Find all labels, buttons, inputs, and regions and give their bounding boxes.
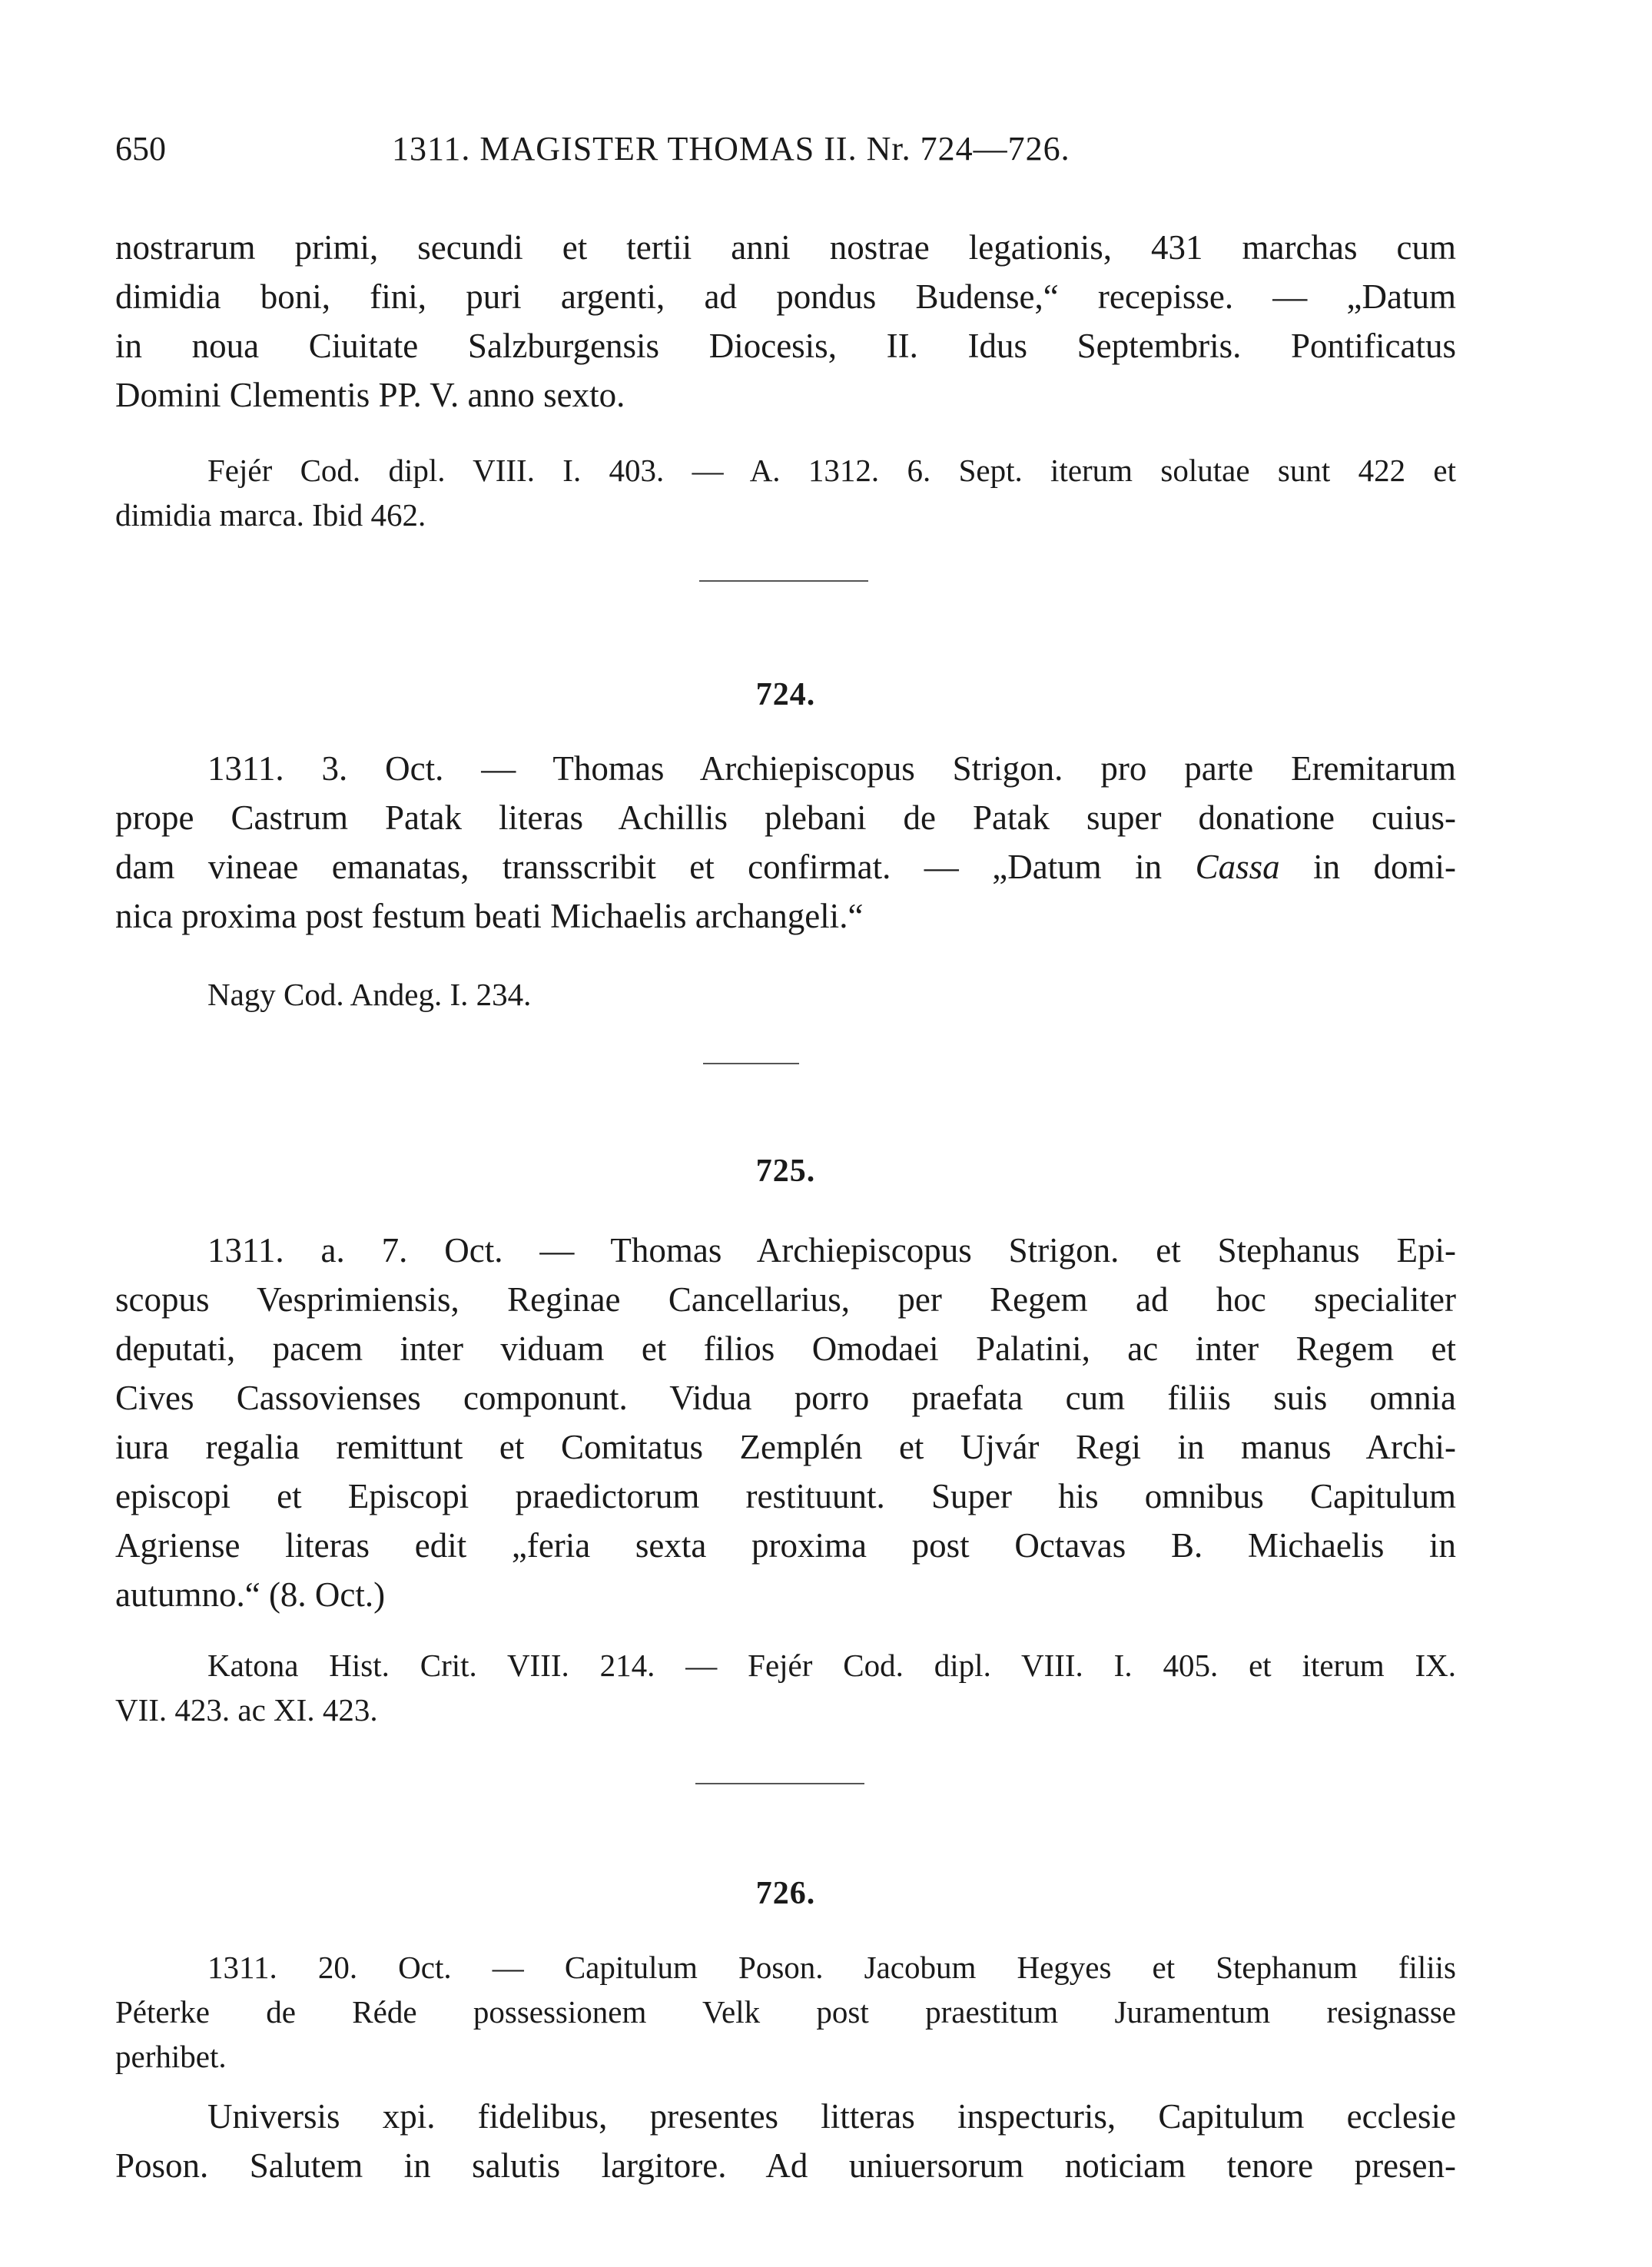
- entry-726-charter-text: [115, 2092, 1456, 2190]
- entry-726-heading: [115, 1875, 1456, 1921]
- text-line-with-place: [115, 842, 1456, 891]
- text-line: autumno.“ (8. Oct.): [115, 1575, 386, 1614]
- entry-number: 726.: [755, 1876, 816, 1911]
- entry-724-source-note: [115, 972, 1456, 1017]
- text-line: nostrarum primi, secundi et tertii anni nostrae legationis, 431 marchas cum: [115, 228, 1456, 267]
- page-header: [115, 129, 1537, 175]
- continuation-source-note: [115, 448, 1456, 537]
- place-name: Cassa: [1195, 848, 1280, 886]
- note-line: Nagy Cod. Andeg. I. 234.: [207, 977, 532, 1012]
- text-line: dimidia boni, fini, puri argenti, ad pondus Budense,“ recepisse. — „Datum: [115, 277, 1456, 316]
- summary-line: Péterke de Réde possessionem Velk post praestitum Juramentum resignasse: [115, 1994, 1456, 2030]
- text-line: episcopi et Episcopi praedictorum restituunt. Super his omnibus Capitulum: [115, 1477, 1456, 1515]
- note-line: Fejér Cod. dipl. VIII. I. 403. — A. 1312. 6. Sept. iterum solutae sunt 422 et: [207, 453, 1456, 488]
- text-line: nica proxima post festum beati Michaelis archangeli.“: [115, 897, 864, 935]
- text-line: in noua Ciuitate Salzburgensis Diocesis, II. Idus Septembris. Pontificatus: [115, 327, 1456, 365]
- note-line: Katona Hist. Crit. VIII. 214. — Fejér Cod. dipl. VIII. I. 405. et iterum IX.: [207, 1648, 1456, 1683]
- entry-725-source-note: [115, 1643, 1456, 1732]
- text-line: deputati, pacem inter viduam et filios Omodaei Palatini, ac inter Regem et: [115, 1329, 1456, 1368]
- text-line: Domini Clementis PP. V. anno sexto.: [115, 376, 625, 414]
- entry-number: 724.: [755, 677, 816, 712]
- text-line: scopus Vesprimiensis, Reginae Cancellarius, per Regem ad hoc specialiter: [115, 1280, 1456, 1319]
- text-line: Universis xpi. fidelibus, presentes litteras inspecturis, Capitulum ecclesie: [207, 2097, 1456, 2136]
- text-line: Cives Cassovienses componunt. Vidua porro praefata cum filiis suis omnia: [115, 1379, 1456, 1417]
- text-segment: dam vineae emanatas, transscribit et confirmat. — „Datum in: [115, 848, 1196, 886]
- entry-726-summary: [115, 1945, 1456, 2079]
- text-line: 1311. a. 7. Oct. — Thomas Archiepiscopus Strigon. et Stephanus Epi-: [207, 1231, 1456, 1270]
- section-divider: [699, 580, 868, 582]
- entry-724-summary: [115, 744, 1456, 941]
- text-line: Poson. Salutem in salutis largitore. Ad uniuersorum noticiam tenore presen-: [115, 2146, 1456, 2185]
- note-line: dimidia marca. Ibid 462.: [115, 497, 426, 533]
- running-title: 1311. MAGISTER THOMAS II. Nr. 724—726.: [392, 130, 1070, 168]
- page-number: 650: [115, 130, 166, 168]
- text-segment: in domi-: [1279, 848, 1456, 886]
- entry-number: 725.: [755, 1153, 816, 1189]
- section-divider: [695, 1783, 864, 1784]
- text-line: Agriense literas edit „feria sexta proxima post Octavas B. Michaelis in: [115, 1526, 1456, 1565]
- text-line: 1311. 3. Oct. — Thomas Archiepiscopus Strigon. pro parte Eremitarum: [207, 749, 1456, 788]
- continuation-paragraph: [115, 223, 1456, 420]
- text-line: prope Castrum Patak literas Achillis plebani de Patak super donatione cuius-: [115, 798, 1456, 837]
- section-divider: [703, 1063, 799, 1064]
- entry-725-summary: [115, 1226, 1456, 1619]
- entry-725-heading: [115, 1153, 1456, 1199]
- summary-line: perhibet.: [115, 2039, 227, 2074]
- note-line: VII. 423. ac XI. 423.: [115, 1692, 378, 1728]
- summary-line: 1311. 20. Oct. — Capitulum Poson. Jacobum Hegyes et Stephanum filiis: [207, 1950, 1456, 1985]
- entry-724-heading: [115, 676, 1456, 722]
- text-line: iura regalia remittunt et Comitatus Zemplén et Ujvár Regi in manus Archi-: [115, 1428, 1456, 1466]
